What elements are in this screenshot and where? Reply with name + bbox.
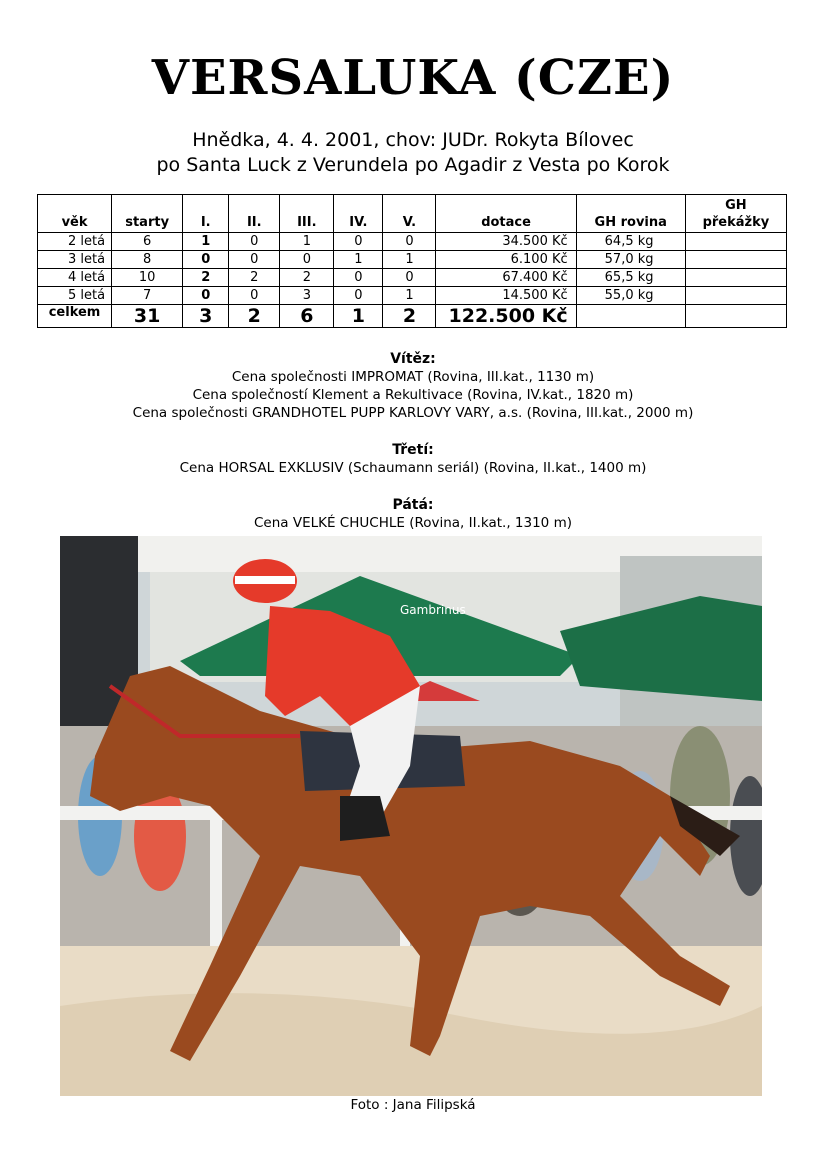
total-place-3: 6 (280, 305, 334, 328)
header-place-5: V. (383, 195, 436, 233)
cell-gh-jump (685, 233, 786, 251)
total-place-1: 3 (183, 305, 229, 328)
fifth-heading: Pátá: (392, 497, 434, 513)
cell-place-2: 0 (229, 233, 280, 251)
racehorse-photo (60, 536, 762, 1096)
cell-gh-flat: 64,5 kg (576, 233, 685, 251)
third-heading: Třetí: (392, 442, 434, 458)
total-starts: 31 (112, 305, 183, 328)
total-label: celkem (38, 305, 112, 328)
header-starts: starty (112, 195, 183, 233)
cell-prize: 67.400 Kč (436, 269, 576, 287)
cell-place-1: 0 (183, 251, 229, 269)
cell-gh-flat: 57,0 kg (576, 251, 685, 269)
cell-starts: 10 (112, 269, 183, 287)
cell-place-1: 2 (183, 269, 229, 287)
header-prize: dotace (436, 195, 576, 233)
cell-place-2: 0 (229, 251, 280, 269)
table-row (38, 233, 787, 251)
cell-place-1: 1 (183, 233, 229, 251)
cell-place-5: 1 (383, 287, 436, 305)
horse-birth-breeder: Hnědka, 4. 4. 2001, chov: JUDr. Rokyta Bílovec (192, 129, 634, 151)
winner-race: Cena společností Klement a Rekultivace (Rovina, IV.kat., 1820 m) (192, 387, 634, 403)
cell-place-3: 0 (280, 251, 334, 269)
winner-heading: Vítěz: (390, 351, 436, 367)
cell-gh-jump (685, 287, 786, 305)
cell-age: 2 letá (38, 233, 112, 251)
cell-place-4: 0 (334, 287, 383, 305)
table-row (38, 269, 787, 287)
cell-place-4: 0 (334, 269, 383, 287)
winner-race: Cena společnosti IMPROMAT (Rovina, III.kat., 1130 m) (231, 369, 595, 385)
cell-starts: 8 (112, 251, 183, 269)
cell-place-2: 0 (229, 287, 280, 305)
header-gh-flat: GH rovina (576, 195, 685, 233)
table-row (38, 251, 787, 269)
cell-place-5: 0 (383, 233, 436, 251)
cell-prize: 14.500 Kč (436, 287, 576, 305)
cell-age: 3 letá (38, 251, 112, 269)
cell-place-3: 3 (280, 287, 334, 305)
cell-gh-flat: 65,5 kg (576, 269, 685, 287)
header-gh-jump: GH překážky (685, 195, 786, 233)
cell-age: 4 letá (38, 269, 112, 287)
fifth-section (0, 496, 826, 532)
total-prize: 122.500 Kč (436, 305, 576, 328)
cell-place-3: 2 (280, 269, 334, 287)
table-header-row (38, 195, 787, 233)
cell-gh-flat: 55,0 kg (576, 287, 685, 305)
cell-place-5: 1 (383, 251, 436, 269)
cell-place-2: 2 (229, 269, 280, 287)
total-place-2: 2 (229, 305, 280, 328)
fifth-race: Cena VELKÉ CHUCHLE (Rovina, II.kat., 1310 m) (254, 515, 572, 531)
total-gh-flat (576, 305, 685, 328)
horse-pedigree: po Santa Luck z Verundela po Agadir z Vesta po Korok (156, 154, 670, 176)
cell-place-1: 0 (183, 287, 229, 305)
cell-place-4: 0 (334, 233, 383, 251)
umbrella-logo-text: Gambrinus (400, 603, 466, 617)
cell-prize: 6.100 Kč (436, 251, 576, 269)
cell-place-5: 0 (383, 269, 436, 287)
winner-section (0, 350, 826, 422)
total-place-4: 1 (334, 305, 383, 328)
header-place-3: III. (280, 195, 334, 233)
cell-prize: 34.500 Kč (436, 233, 576, 251)
photo-caption: Foto : Jana Filipská (350, 1097, 476, 1113)
horse-name: VERSALUKA (CZE) (151, 50, 675, 106)
table-total-row (38, 305, 787, 328)
cell-place-4: 1 (334, 251, 383, 269)
header-place-4: IV. (334, 195, 383, 233)
cell-place-3: 1 (280, 233, 334, 251)
total-place-5: 2 (383, 305, 436, 328)
table-row (38, 287, 787, 305)
cell-starts: 6 (112, 233, 183, 251)
cell-starts: 7 (112, 287, 183, 305)
total-gh-jump (685, 305, 786, 328)
cell-gh-jump (685, 269, 786, 287)
winner-race: Cena společnosti GRANDHOTEL PUPP KARLOVY VARY, a.s. (Rovina, III.kat., 2000 m) (132, 405, 694, 421)
race-statistics-table (37, 194, 787, 328)
header-place-2: II. (229, 195, 280, 233)
third-section (0, 441, 826, 477)
third-race: Cena HORSAL EXKLUSIV (Schaumann seriál) (Rovina, II.kat., 1400 m) (179, 460, 647, 476)
header-place-1: I. (183, 195, 229, 233)
header-age: věk (38, 195, 112, 233)
cell-gh-jump (685, 251, 786, 269)
cell-age: 5 letá (38, 287, 112, 305)
